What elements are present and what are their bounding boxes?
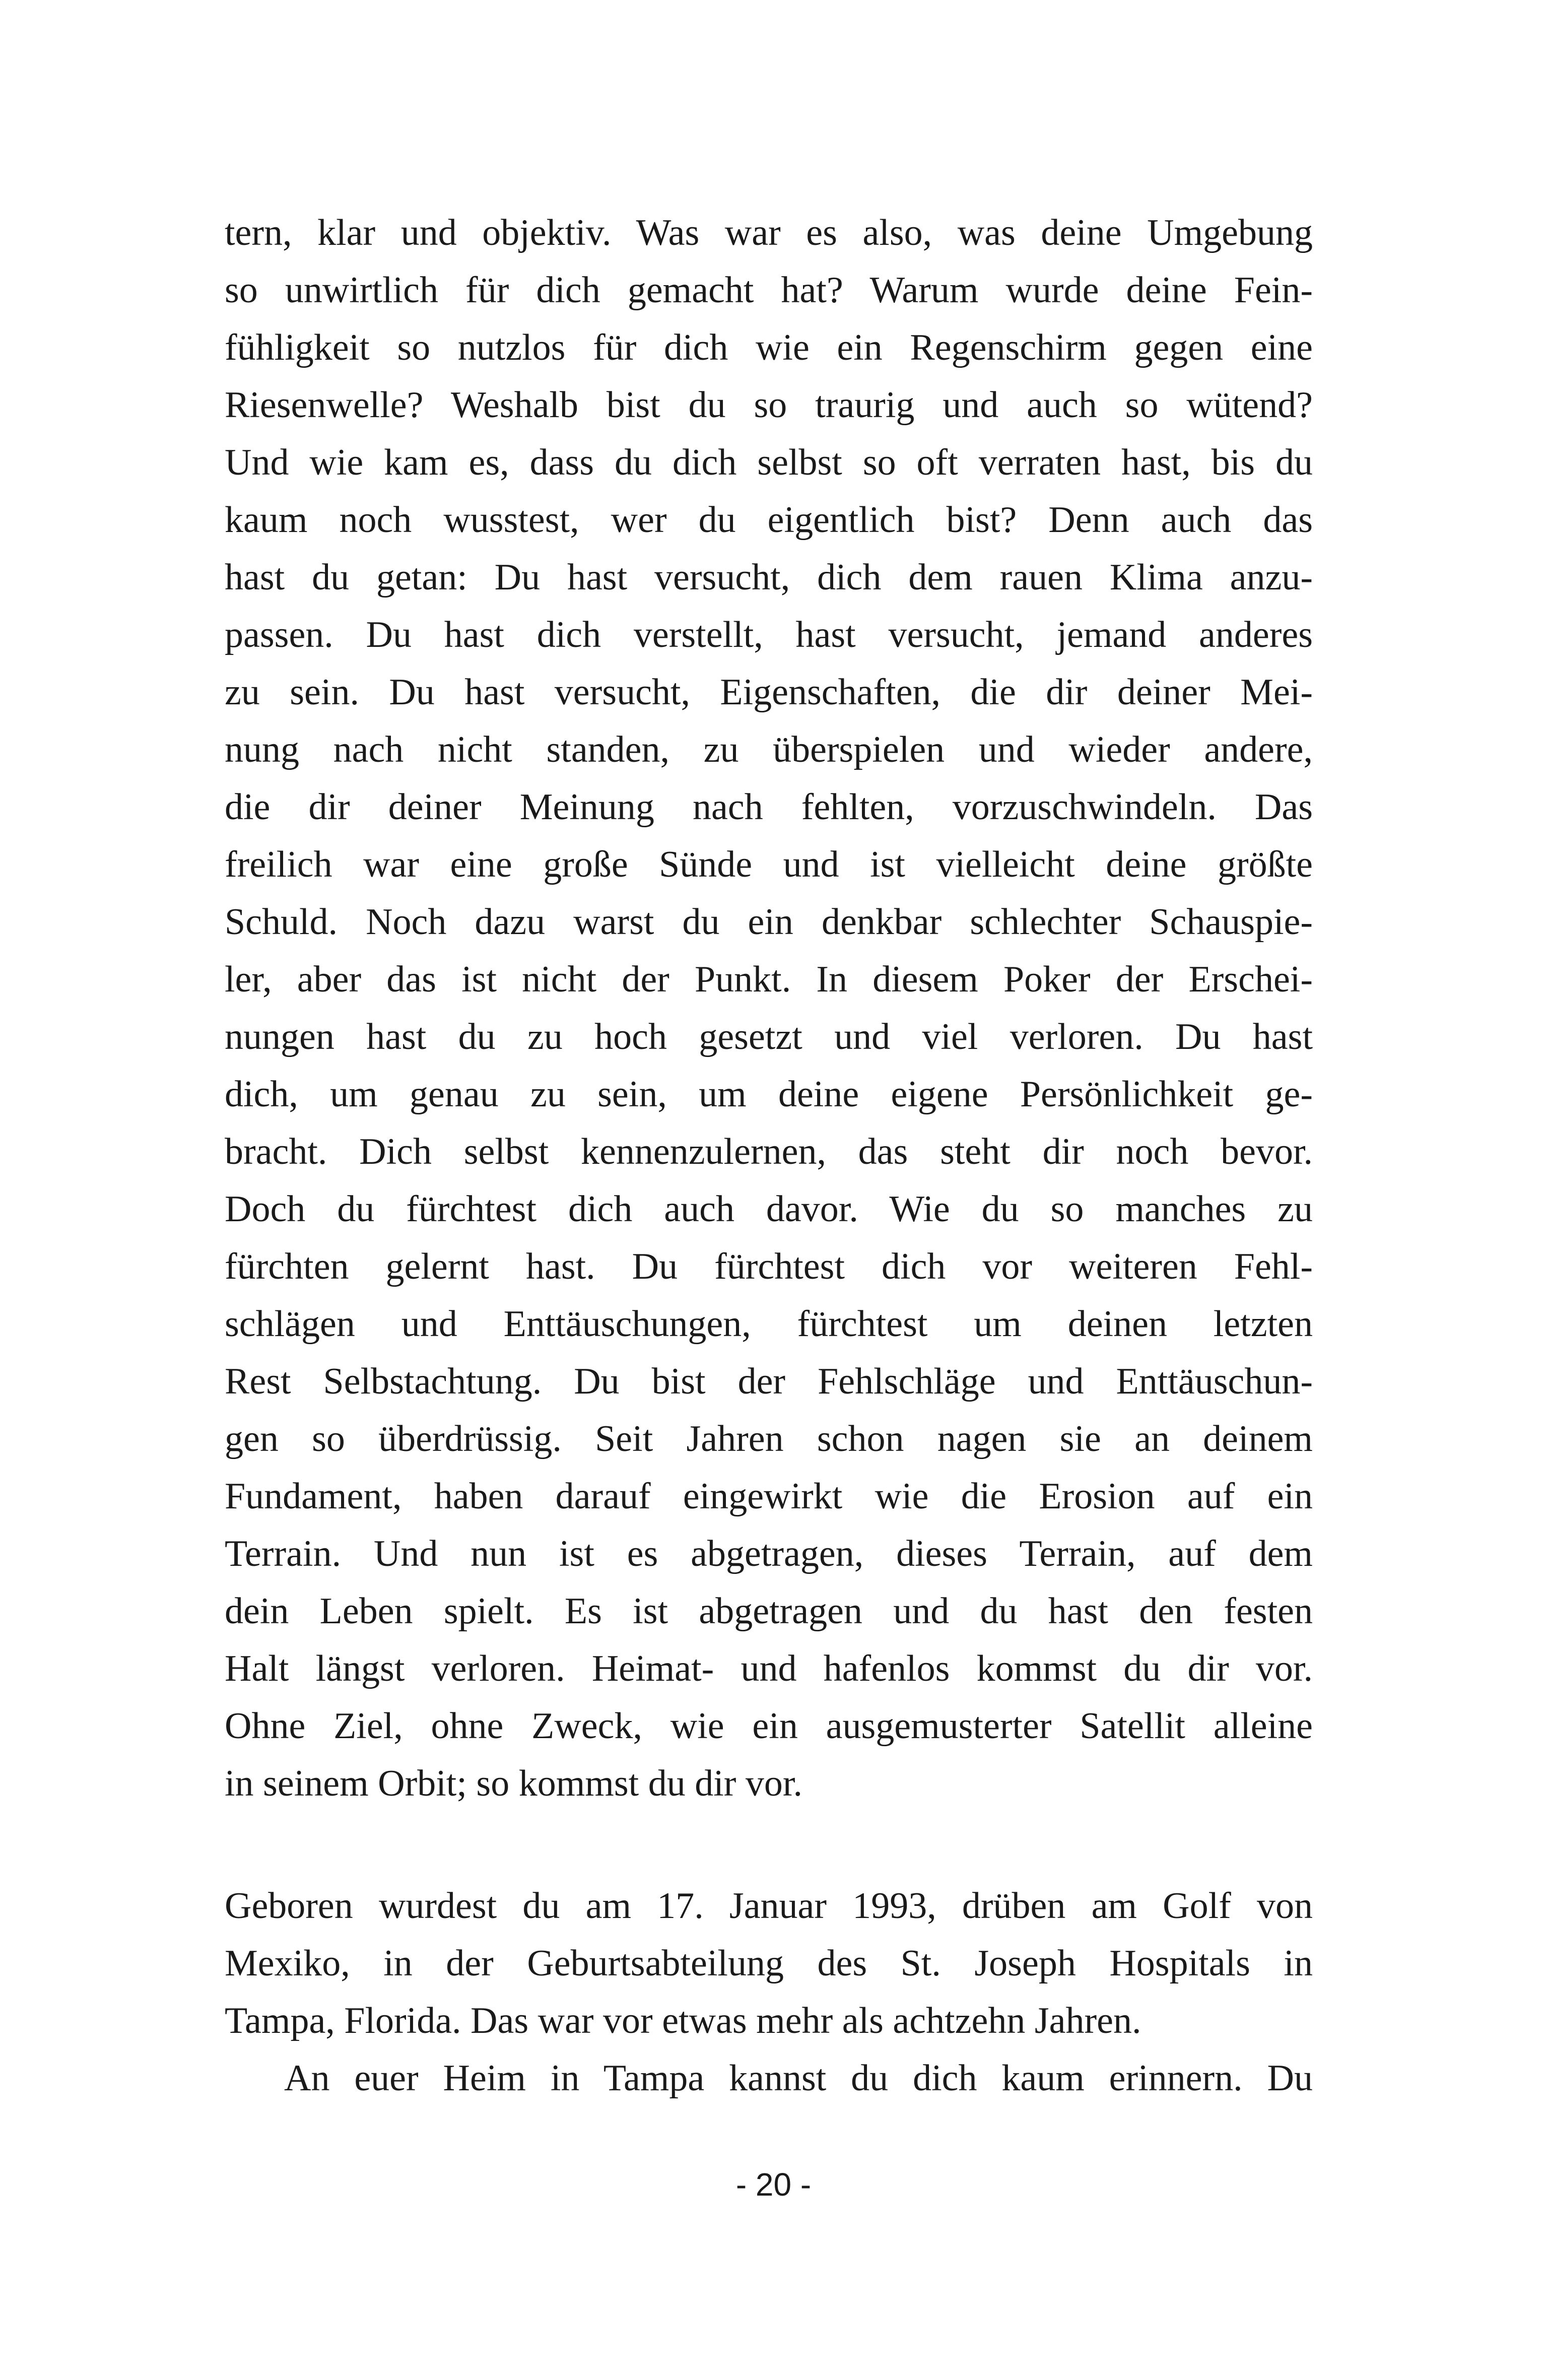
- text-line: passen. Du hast dich verstellt, hast versucht, jemand anderes: [225, 614, 1313, 655]
- text-line: hast du getan: Du hast versucht, dich dem rauen Klima anzu-: [225, 557, 1313, 598]
- text-line: Rest Selbstachtung. Du bist der Fehlschläge und Enttäuschun-: [225, 1361, 1313, 1402]
- text-line: nungen hast du zu hoch gesetzt und viel verloren. Du hast: [225, 1016, 1313, 1057]
- text-line: in seinem Orbit; so kommst du dir vor.: [225, 1763, 802, 1804]
- text-line: Fundament, haben darauf eingewirkt wie die Erosion auf ein: [225, 1476, 1313, 1517]
- text-line: so unwirtlich für dich gemacht hat? Warum wurde deine Fein-: [225, 270, 1313, 311]
- text-line: Ohne Ziel, ohne Zweck, wie ein ausgemusterter Satellit alleine: [225, 1705, 1313, 1747]
- text-line: die dir deiner Meinung nach fehlten, vorzuschwindeln. Das: [225, 786, 1313, 828]
- text-line: Und wie kam es, dass du dich selbst so oft verraten hast, bis du: [225, 442, 1313, 483]
- text-line: dich, um genau zu sein, um deine eigene Persönlichkeit ge-: [225, 1074, 1313, 1115]
- text-line: freilich war eine große Sünde und ist vielleicht deine größte: [225, 844, 1313, 885]
- text-line: Halt längst verloren. Heimat- und hafenlos kommst du dir vor.: [225, 1648, 1313, 1689]
- text-line: An euer Heim in Tampa kannst du dich kaum erinnern. Du: [284, 2058, 1313, 2099]
- text-line: Tampa, Florida. Das war vor etwas mehr als achtzehn Jahren.: [225, 2000, 1141, 2041]
- text-line: Doch du fürchtest dich auch davor. Wie du so manches zu: [225, 1188, 1313, 1230]
- paragraph-home: [225, 2050, 1313, 2107]
- text-line: fürchten gelernt hast. Du fürchtest dich vor weiteren Fehl-: [225, 1246, 1313, 1287]
- text-line: Schuld. Noch dazu warst du ein denkbar schlechter Schauspie-: [225, 901, 1313, 943]
- text-line: tern, klar und objektiv. Was war es also, was deine Umgebung: [225, 212, 1313, 253]
- text-line: nung nach nicht standen, zu überspielen und wieder andere,: [225, 729, 1313, 770]
- page-number: - 20 -: [735, 2166, 812, 2203]
- text-line: zu sein. Du hast versucht, Eigenschaften, die dir deiner Mei-: [225, 672, 1313, 713]
- text-line: schlägen und Enttäuschungen, fürchtest um deinen letzten: [225, 1303, 1313, 1345]
- text-line: kaum noch wusstest, wer du eigentlich bist? Denn auch das: [225, 499, 1313, 541]
- section-paragraphs: [225, 1877, 1313, 2107]
- text-line: Geboren wurdest du am 17. Januar 1993, drüben am Golf von: [225, 1885, 1313, 1927]
- paragraph-continued: [225, 204, 1313, 1812]
- text-line: gen so überdrüssig. Seit Jahren schon nagen sie an deinem: [225, 1418, 1313, 1460]
- text-line: Terrain. Und nun ist es abgetragen, dieses Terrain, auf dem: [225, 1533, 1313, 1574]
- text-line: Riesenwelle? Weshalb bist du so traurig und auch so wütend?: [225, 384, 1313, 426]
- text-line: bracht. Dich selbst kennenzulernen, das steht dir noch bevor.: [225, 1131, 1313, 1172]
- text-line: dein Leben spielt. Es ist abgetragen und du hast den festen: [225, 1591, 1313, 1632]
- text-line: ler, aber das ist nicht der Punkt. In diesem Poker der Erschei-: [225, 959, 1313, 1000]
- text-line: Mexiko, in der Geburtsabteilung des St. Joseph Hospitals in: [225, 1943, 1313, 1984]
- paragraph-birth: [225, 1877, 1313, 2050]
- text-line: fühligkeit so nutzlos für dich wie ein Regenschirm gegen eine: [225, 327, 1313, 368]
